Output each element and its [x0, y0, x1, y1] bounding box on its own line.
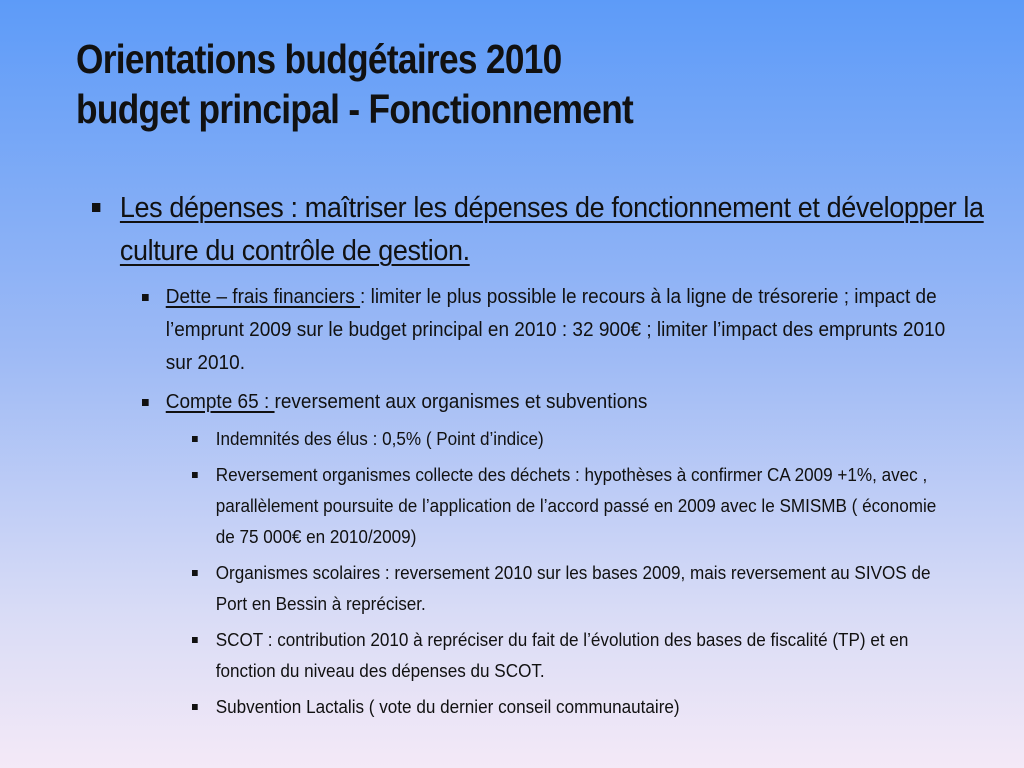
- sub-bullet-dette: [142, 281, 954, 380]
- slide-content: [92, 187, 984, 723]
- square-bullet-icon: [142, 294, 149, 301]
- slide-title: [76, 34, 867, 134]
- title-line-2: budget principal - Fonctionnement: [76, 86, 634, 132]
- square-bullet-icon: [192, 436, 198, 442]
- main-point-text: Les dépenses : maîtriser les dépenses de fonctionnement et développer la culture du contrôle de gestion.: [119, 192, 984, 267]
- list-item: [192, 424, 957, 455]
- list-item-text: Organismes scolaires : reversement 2010 sur les bases 2009, mais reversement au SIVOS de Port en Bessin à repréciser.: [215, 563, 931, 614]
- sub-point-label: Compte 65 :: [165, 391, 275, 413]
- square-bullet-icon: [142, 399, 149, 406]
- sub-bullet-compte-65: [142, 386, 954, 419]
- sub-point-label: Dette – frais financiers: [165, 286, 361, 308]
- square-bullet-icon: [192, 637, 198, 643]
- list-item-text: Reversement organismes collecte des déchets : hypothèses à confirmer CA 2009 +1%, avec , parallèlement poursuite de l’application de l’accord passé en 2009 avec le SMISMB ( économie de 75 000€ en 2010/2009): [215, 465, 937, 547]
- list-item-text: Subvention Lactalis ( vote du dernier conseil communautaire): [215, 697, 680, 717]
- list-item-text: Indemnités des élus : 0,5% ( Point d’indice): [215, 429, 544, 449]
- square-bullet-icon: [192, 704, 198, 710]
- list-item: [192, 625, 957, 687]
- list-item-text: SCOT : contribution 2010 à repréciser du fait de l’évolution des bases de fiscalité (TP) et en fonction du niveau des dépenses du SCOT.: [215, 630, 909, 681]
- list-item: [192, 558, 957, 620]
- main-bullet-point: [92, 187, 985, 273]
- square-bullet-icon: [92, 203, 100, 212]
- sub-point-text: reversement aux organismes et subventions: [274, 391, 648, 413]
- list-item: [192, 460, 957, 553]
- square-bullet-icon: [192, 570, 198, 576]
- title-line-1: Orientations budgétaires 2010: [76, 36, 562, 82]
- square-bullet-icon: [192, 472, 198, 478]
- sub-point-text: : limiter le plus possible le recours à la ligne de trésorerie ; impact de l’emprunt 2009 sur le budget principal en 2010 : 32 900€ ; limiter l’impact des emprunts 2010 sur 2010.: [165, 286, 946, 374]
- list-item: [192, 692, 957, 723]
